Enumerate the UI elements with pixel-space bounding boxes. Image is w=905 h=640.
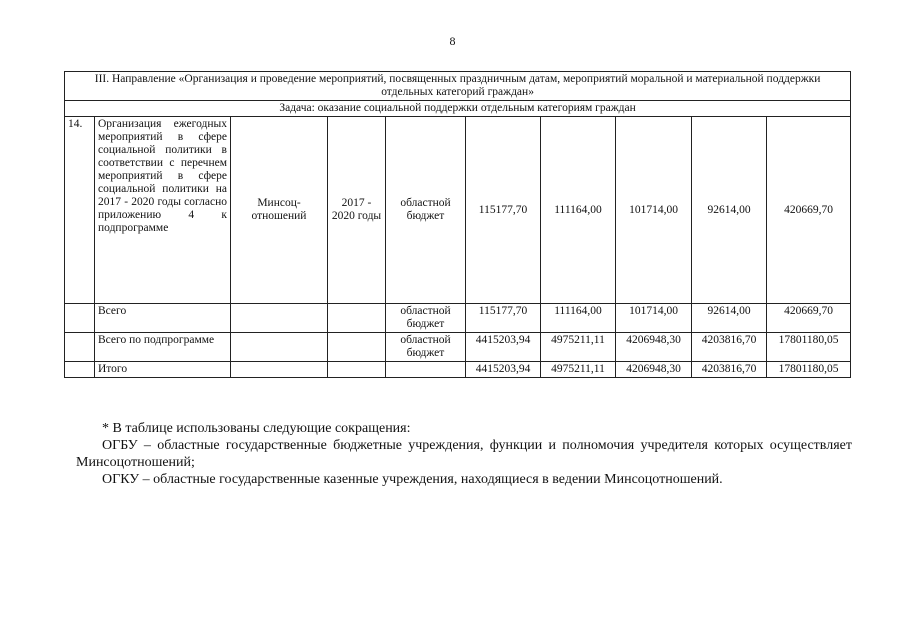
empty-cell [231, 304, 328, 333]
empty-cell [386, 362, 466, 378]
executor: Минсоц-отношений [231, 117, 328, 304]
footnotes [76, 420, 852, 488]
amount-2019: 4206948,30 [616, 362, 692, 378]
footnote-ogbu: ОГБУ – областные государственные бюджетные учреждения, функции и полномочия учредителя которых осуществляет Минсоцотношений; [76, 438, 852, 470]
footnote-intro: * В таблице использованы следующие сокращения: [102, 421, 411, 436]
amount-2019: 4206948,30 [616, 333, 692, 362]
activity-name: Организация ежегодных мероприятий в сфере социальной политики в соответствии с перечнем мероприятий в сфере социальной политики на 2017 - 2020 годы согласно приложению 4 к подпрограмме [95, 117, 231, 304]
empty-cell [65, 362, 95, 378]
task-row [65, 101, 851, 117]
funding-source: областной бюджет [386, 304, 466, 333]
amount-2018: 4975211,11 [541, 333, 616, 362]
amount-2020: 92614,00 [692, 304, 767, 333]
amount-total: 420669,70 [767, 117, 851, 304]
period: 2017 - 2020 годы [328, 117, 386, 304]
footnote-ogku: ОГКУ – областные государственные казенные учреждения, находящиеся в ведении Минсоцотношений. [102, 472, 723, 487]
table-row [65, 362, 851, 378]
amount-total: 17801180,05 [767, 362, 851, 378]
program-table [64, 71, 851, 378]
empty-cell [328, 333, 386, 362]
task-title: Задача: оказание социальной поддержки отдельным категориям граждан [65, 101, 851, 117]
empty-cell [231, 333, 328, 362]
empty-cell [65, 333, 95, 362]
amount-2019: 101714,00 [616, 304, 692, 333]
table-row [65, 117, 851, 304]
row-label: Итого [95, 362, 231, 378]
amount-2017: 115177,70 [466, 117, 541, 304]
amount-2017: 115177,70 [466, 304, 541, 333]
empty-cell [65, 304, 95, 333]
row-label: Всего по подпрограмме [95, 333, 231, 362]
amount-2018: 111164,00 [541, 117, 616, 304]
amount-2019: 101714,00 [616, 117, 692, 304]
row-number: 14. [65, 117, 95, 304]
row-label: Всего [95, 304, 231, 333]
funding-source: областной бюджет [386, 117, 466, 304]
page-number: 8 [449, 34, 456, 48]
table-row [65, 304, 851, 333]
amount-2020: 4203816,70 [692, 333, 767, 362]
table-row [65, 333, 851, 362]
amount-2017: 4415203,94 [466, 333, 541, 362]
amount-total: 420669,70 [767, 304, 851, 333]
empty-cell [328, 362, 386, 378]
empty-cell [328, 304, 386, 333]
amount-2018: 4975211,11 [541, 362, 616, 378]
funding-source: областной бюджет [386, 333, 466, 362]
amount-2020: 92614,00 [692, 117, 767, 304]
section-header-row [65, 72, 851, 101]
amount-2017: 4415203,94 [466, 362, 541, 378]
empty-cell [231, 362, 328, 378]
section-header: III. Направление «Организация и проведение мероприятий, посвященных праздничным датам, мероприятий моральной и материальной поддержки отдельных категорий граждан» [65, 72, 851, 101]
amount-total: 17801180,05 [767, 333, 851, 362]
amount-2018: 111164,00 [541, 304, 616, 333]
amount-2020: 4203816,70 [692, 362, 767, 378]
